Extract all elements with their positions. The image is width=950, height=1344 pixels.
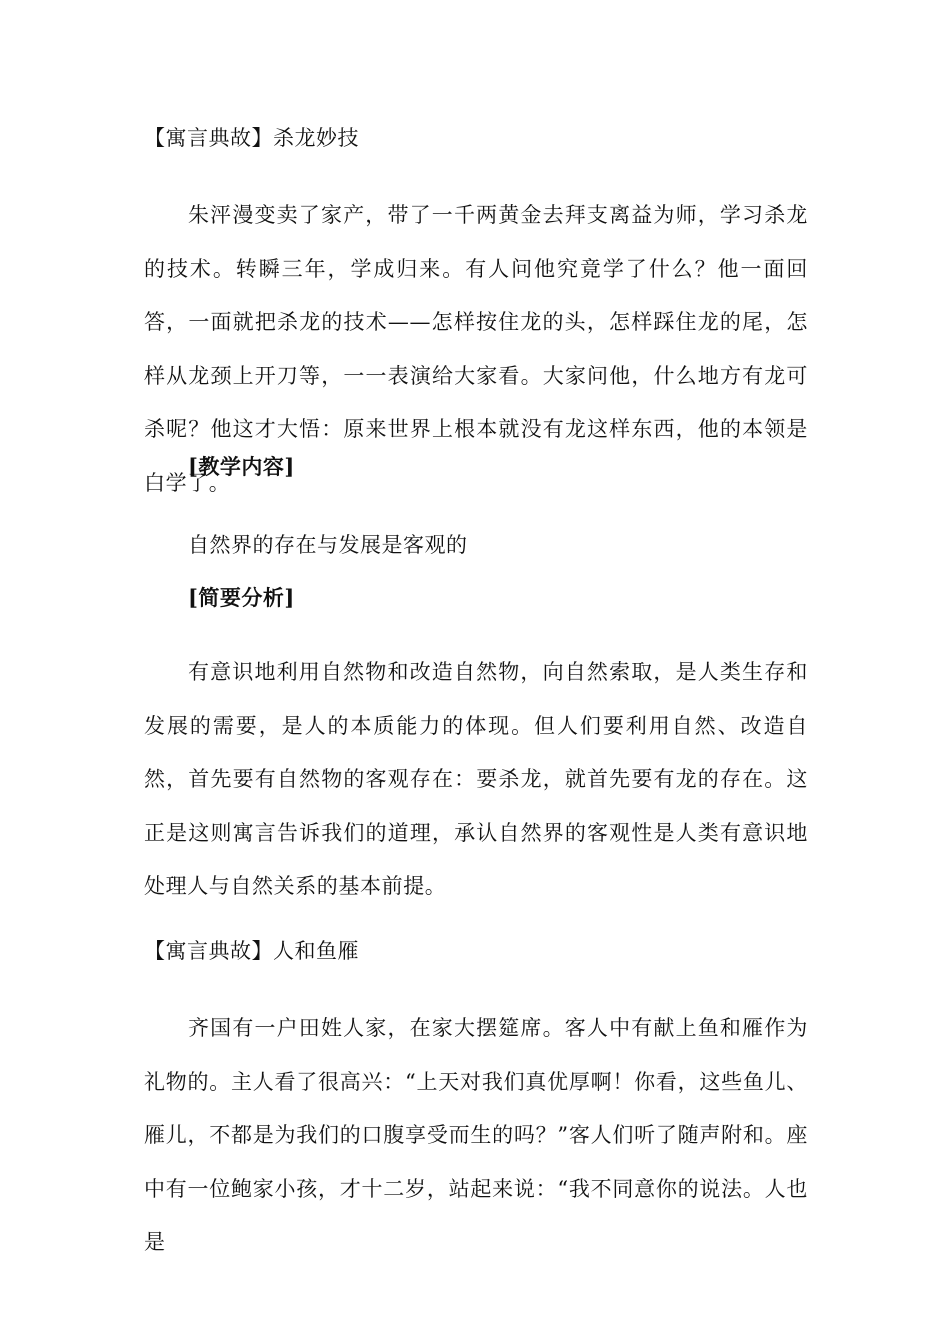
section-heading: 【寓言典故】人和鱼雁 (144, 939, 359, 963)
teaching-content-text: 自然界的存在与发展是客观的 (188, 533, 468, 557)
story-paragraph: 朱泙漫变卖了家产，带了一千两黄金去拜支离益为师，学习杀龙的技术。转瞬三年，学成归来。有人问他究竟学了什么？他一面回答，一面就把杀龙的技术——怎样按住龙的头，怎样踩住龙的尾，怎样从龙颈上开刀等，一一表演给大家看。大家问他，什么地方有龙可杀呢？他这才大悟：原来世界上根本就没有龙这样东西，他的本领是白学了。 (144, 203, 808, 495)
analysis-paragraph: 有意识地利用自然物和改造自然物，向自然索取，是人类生存和发展的需要，是人的本质能力的体现。但人们要利用自然、改造自然，首先要有自然物的客观存在：要杀龙，就首先要有龙的存在。这正是这则寓言告诉我们的道理，承认自然界的客观性是人类有意识地处理人与自然关系的基本前提。 (144, 660, 808, 899)
analysis-label: [简要分析] (188, 585, 295, 610)
teaching-content-label: [教学内容] (188, 454, 295, 479)
story-paragraph: 齐国有一户田姓人家，在家大摆筵席。客人中有献上鱼和雁作为礼物的。主人看了很高兴：“上天对我们真优厚啊！你看，这些鱼儿、雁儿，不都是为我们的口腹享受而生的吗？”客人们听了随声附和。座中有一位鲍家小孩，才十二岁，站起来说：“我不同意你的说法。人也是 (144, 1016, 808, 1255)
section-heading: 【寓言典故】杀龙妙技 (144, 126, 359, 150)
